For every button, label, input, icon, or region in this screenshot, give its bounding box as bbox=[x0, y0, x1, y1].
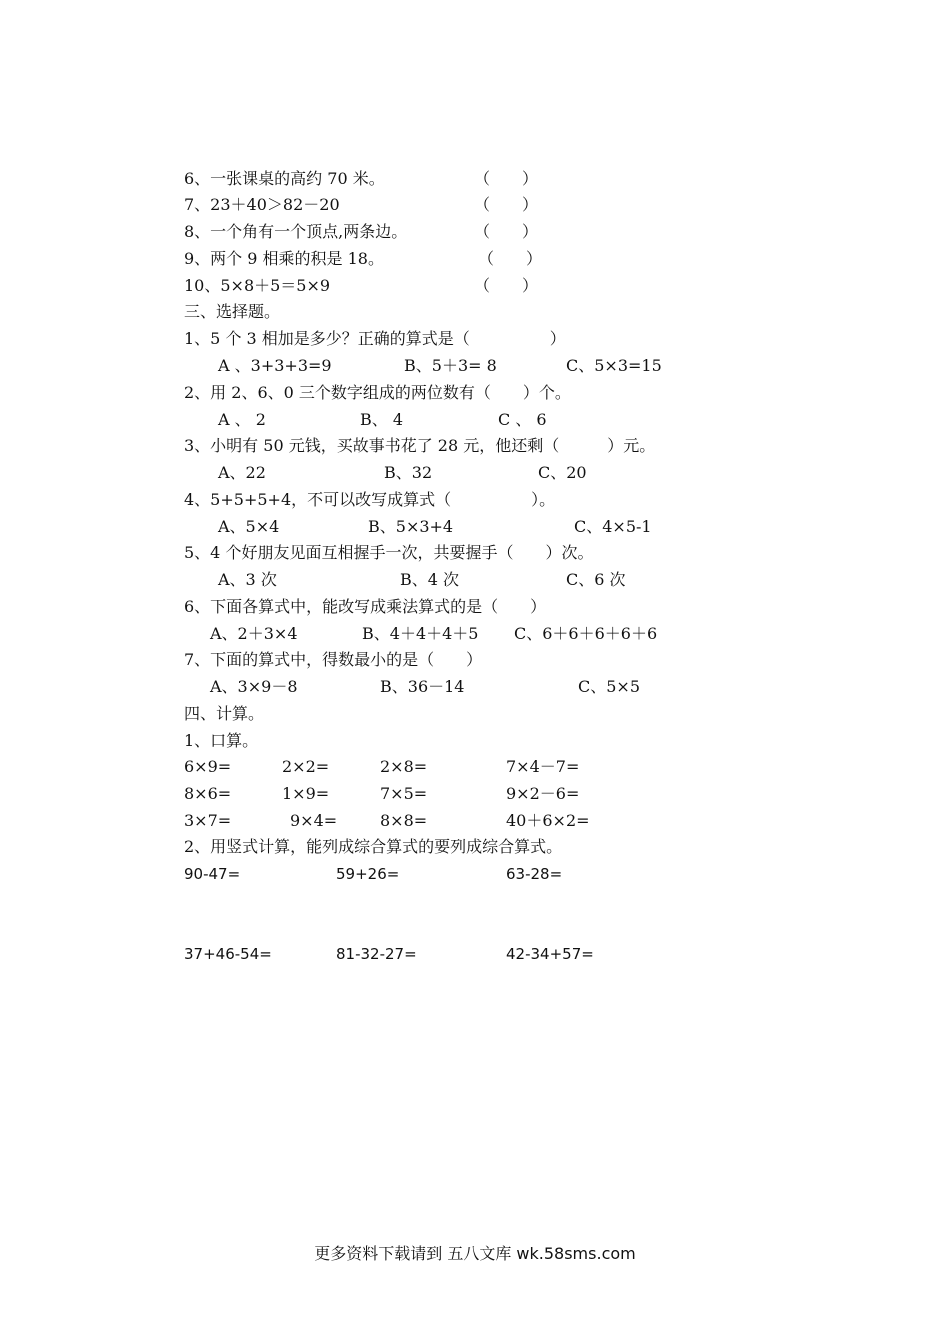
choice-q4-option-c: C、4×5-1 bbox=[574, 517, 652, 536]
vertical-problem: 59+26= bbox=[336, 865, 400, 883]
choice-heading: 三、选择题。 bbox=[184, 302, 281, 321]
vertical-problem: 63-28= bbox=[506, 865, 563, 883]
vertical-problem: 81-32-27= bbox=[336, 945, 417, 963]
oral-cell: 7×5= bbox=[380, 784, 428, 803]
judge-paren-9: （ ） bbox=[478, 249, 543, 268]
choice-q6-option-b: B、4＋4＋4＋5 bbox=[362, 624, 479, 643]
choice-q6-option-a: A、2＋3×4 bbox=[210, 624, 298, 643]
vertical-title: 2、用竖式计算，能列成综合算式的要列成综合算式。 bbox=[184, 837, 563, 856]
judge-item-9: 9、两个 9 相乘的积是 18。 bbox=[184, 249, 384, 268]
judge-paren-6: （ ） bbox=[474, 169, 539, 188]
judge-item-10: 10、5×8＋5＝5×9 bbox=[184, 276, 331, 295]
choice-q2-option-b: B、 4 bbox=[360, 410, 404, 429]
choice-q7-option-a: A、3×9－8 bbox=[210, 677, 298, 696]
choice-q4-option-a: A、5×4 bbox=[218, 517, 280, 536]
choice-q3-option-c: C、20 bbox=[538, 463, 587, 482]
choice-q1-option-a: A 、3+3+3=9 bbox=[218, 356, 332, 375]
choice-q2-option-c: C 、 6 bbox=[498, 410, 547, 429]
oral-cell: 3×7= bbox=[184, 811, 232, 830]
oral-cell: 2×8= bbox=[380, 757, 428, 776]
choice-q1-option-c: C、5×3=15 bbox=[566, 356, 662, 375]
vertical-problem: 42-34+57= bbox=[506, 945, 594, 963]
oral-cell: 6×9= bbox=[184, 757, 232, 776]
choice-q1-option-b: B、5＋3= 8 bbox=[404, 356, 497, 375]
judge-item-8: 8、一个角有一个顶点,两条边。 bbox=[184, 222, 408, 241]
oral-title: 1、口算。 bbox=[184, 731, 259, 750]
calc-heading: 四、计算。 bbox=[184, 704, 265, 723]
oral-cell: 9×2－6= bbox=[506, 784, 580, 803]
choice-q5-option-a: A、3 次 bbox=[218, 570, 277, 589]
oral-cell: 1×9= bbox=[282, 784, 330, 803]
oral-cell: 9×4= bbox=[290, 811, 338, 830]
judge-item-6: 6、一张课桌的高约 70 米。 bbox=[184, 169, 385, 188]
choice-q3-option-a: A、22 bbox=[218, 463, 266, 482]
choice-q6-option-c: C、6＋6＋6＋6＋6 bbox=[514, 624, 658, 643]
oral-cell: 8×8= bbox=[380, 811, 428, 830]
choice-q3: 3、小明有 50 元钱，买故事书花了 28 元，他还剩（ ）元。 bbox=[184, 436, 656, 455]
oral-cell: 40＋6×2= bbox=[506, 811, 590, 830]
oral-cell: 2×2= bbox=[282, 757, 330, 776]
choice-q5-option-c: C、6 次 bbox=[566, 570, 626, 589]
judge-paren-10: （ ） bbox=[474, 276, 539, 295]
choice-q7-option-c: C、5×5 bbox=[578, 677, 641, 696]
choice-q2: 2、用 2、6、0 三个数字组成的两位数有（ ）个。 bbox=[184, 383, 571, 402]
choice-q1: 1、5 个 3 相加是多少？正确的算式是（ ） bbox=[184, 329, 566, 348]
judge-paren-8: （ ） bbox=[474, 222, 539, 241]
choice-q2-option-a: A 、 2 bbox=[218, 410, 266, 429]
judge-paren-7: （ ） bbox=[474, 195, 539, 214]
choice-q7-option-b: B、36－14 bbox=[380, 677, 465, 696]
choice-q4: 4、5+5+5+4，不可以改写成算式（ ）。 bbox=[184, 490, 556, 509]
choice-q5-option-b: B、4 次 bbox=[400, 570, 460, 589]
footer-note: 更多资料下载请到 五八文库 wk.58sms.com bbox=[314, 1244, 636, 1263]
choice-q6: 6、下面各算式中，能改写成乘法算式的是（ ） bbox=[184, 597, 547, 616]
oral-cell: 7×4－7= bbox=[506, 757, 580, 776]
choice-q4-option-b: B、5×3+4 bbox=[368, 517, 454, 536]
judge-item-7: 7、23＋40＞82－20 bbox=[184, 195, 340, 214]
vertical-problem: 90-47= bbox=[184, 865, 241, 883]
choice-q5: 5、4 个好朋友见面互相握手一次，共要握手（ ）次。 bbox=[184, 543, 594, 562]
choice-q7: 7、下面的算式中，得数最小的是（ ） bbox=[184, 650, 483, 669]
choice-q3-option-b: B、32 bbox=[384, 463, 433, 482]
oral-cell: 8×6= bbox=[184, 784, 232, 803]
vertical-problem: 37+46-54= bbox=[184, 945, 272, 963]
